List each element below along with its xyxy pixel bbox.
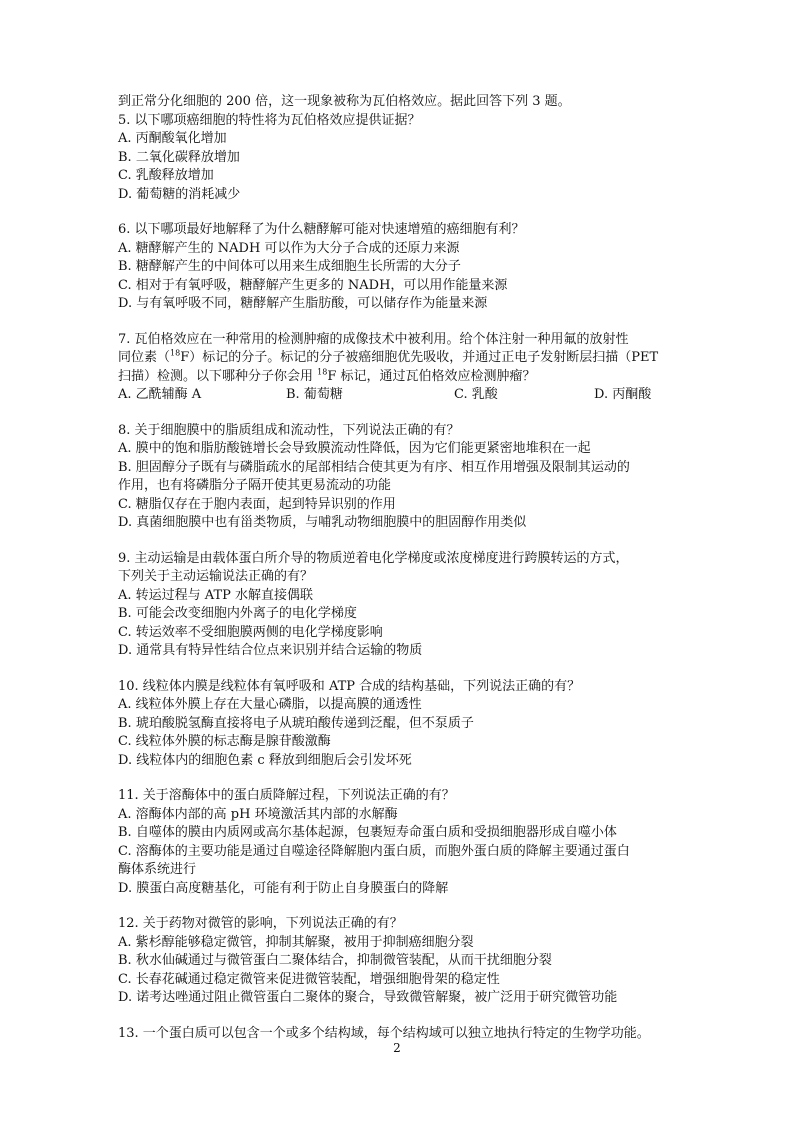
stem-text: F）标记的分子。标记的分子被癌细胞优先吸收，并通过正电子发射断层扫描（PET <box>180 350 659 365</box>
option-a: A. 乙酰辅酶 A <box>118 387 202 402</box>
question-stem-line-3: 扫描）检测。以下哪种分子你会用 $^{18}$F 标记，通过瓦伯格效应检测肿瘤？ <box>118 367 536 384</box>
question-stem: 6. 以下哪项最好地解释了为什么糖酵解可能对快速增殖的癌细胞有利？ <box>118 222 525 237</box>
question-12 <box>118 915 688 1008</box>
option-b: B. 葡萄糖 <box>286 387 343 402</box>
option-d: D. 丙酮酸 <box>594 387 652 402</box>
option-b: B. 秋水仙碱通过与微管蛋白二聚体结合，抑制微管装配，从而干扰细胞分裂 <box>118 953 552 968</box>
stem-text: 同位素（ <box>118 350 171 365</box>
question-stem: 10. 线粒体内膜是线粒体有氧呼吸和 ATP 合成的结构基础，下列说法正确的有？ <box>118 678 581 694</box>
question-6 <box>118 221 688 314</box>
option-c: C. 溶酶体的主要功能是通过自噬途径降解胞内蛋白质，而胞外蛋白质的降解主要通过蛋白 <box>118 843 630 859</box>
question-stem: 5. 以下哪项癌细胞的特性将为瓦伯格效应提供证据？ <box>118 112 421 128</box>
question-stem: 11. 关于溶酶体中的蛋白质降解过程，下列说法正确的有？ <box>118 788 455 803</box>
option-c: C. 乳酸 <box>454 387 498 402</box>
option-d: D. 线粒体内的细胞色素 c 释放到细胞后会引发坏死 <box>118 752 412 768</box>
question-5 <box>118 112 688 205</box>
option-d: D. 通常具有特异性结合位点来识别并结合运输的物质 <box>118 643 423 658</box>
option-d: D. 膜蛋白高度糖基化，可能有利于防止自身膜蛋白的降解 <box>118 880 449 896</box>
isotope-mass: 18 <box>170 348 181 358</box>
option-c-continued: 酶体系统进行 <box>118 862 197 877</box>
question-8 <box>118 422 688 533</box>
option-b-continued: 作用，也有将磷脂分子隔开使其更易流动的功能 <box>118 478 392 493</box>
question-11 <box>118 787 688 898</box>
option-b: B. 琥珀酸脱氢酶直接将电子从琥珀酸传递到泛醌，但不泵质子 <box>118 715 474 731</box>
option-a: A. 溶酶体内部的高 pH 环境激活其内部的水解酶 <box>118 806 398 822</box>
option-c: C. 转运效率不受细胞膜两侧的电化学梯度影响 <box>118 624 383 640</box>
intro-line: 到正常分化细胞的 200 倍，这一现象被称为瓦伯格效应。据此回答下列 3 题。 <box>118 94 571 109</box>
option-b: B. 可能会改变细胞内外离子的电化学梯度 <box>118 606 357 621</box>
option-b: B. 糖酵解产生的中间体可以用来生成细胞生长所需的大分子 <box>118 259 461 274</box>
question-stem: 8. 关于细胞膜中的脂质组成和流动性，下列说法正确的有？ <box>118 422 460 438</box>
option-b: B. 自噬体的膜由内质网或高尔基体起源，包裹短寿命蛋白质和受损细胞器形成自噬小体 <box>118 825 617 840</box>
option-c: C. 相对于有氧呼吸，糖酵解产生更多的 NADH，可以用作能量来源 <box>118 277 508 293</box>
question-9 <box>118 550 688 661</box>
option-d: D. 诺考达唑通过阻止微管蛋白二聚体的聚合，导致微管解聚，被广泛用于研究微管功能 <box>118 990 618 1005</box>
option-d: D. 葡萄糖的消耗减少 <box>118 186 241 202</box>
question-stem: 12. 关于药物对微管的影响，下列说法正确的有？ <box>118 916 403 931</box>
option-a: A. 膜中的饱和脂肪酸链增长会导致膜流动性降低，因为它们能更紧密地堆积在一起 <box>118 441 591 456</box>
option-b: B. 胆固醇分子既有与磷脂疏水的尾部相结合使其更为有序、相互作用增强及限制其运动的 <box>118 459 630 475</box>
page-number: 2 <box>393 1041 401 1055</box>
question-stem-line-2 <box>118 349 688 368</box>
question-stem-line-2: 下列关于主动运输说法正确的有？ <box>118 569 314 584</box>
options-row <box>118 386 688 405</box>
option-a: A. 转运过程与 ATP 水解直接偶联 <box>118 587 314 603</box>
option-c: C. 长春花碱通过稳定微管来促进微管装配，增强细胞骨架的稳定性 <box>118 971 500 987</box>
option-c: C. 线粒体外膜的标志酶是腺苷酸激酶 <box>118 734 331 749</box>
option-a: A. 紫杉醇能够稳定微管，抑制其解聚，被用于抑制癌细胞分裂 <box>118 934 474 950</box>
option-a: A. 丙酮酸氧化增加 <box>118 131 227 146</box>
stem-text: F 标记，通过瓦伯格效应检测肿瘤？ <box>327 368 536 384</box>
option-c: C. 糖脂仅存在于胞内表面，起到特异识别的作用 <box>118 496 396 512</box>
option-b: B. 二氧化碳释放增加 <box>118 149 240 165</box>
question-10 <box>118 678 688 771</box>
option-d: D. 真菌细胞膜中也有甾类物质，与哺乳动物细胞膜中的胆固醇作用类似 <box>118 515 527 530</box>
question-stem-line-1: 9. 主动运输是由载体蛋白所介导的物质逆着电化学梯度或浓度梯度进行跨膜转运的方式， <box>118 550 629 566</box>
option-a: A. 糖酵解产生的 NADH 可以作为大分子合成的还原力来源 <box>118 240 460 256</box>
option-a: A. 线粒体外膜上存在大量心磷脂，以提高膜的通透性 <box>118 697 422 712</box>
question-7 <box>118 331 688 405</box>
question-stem-line-1: 7. 瓦伯格效应在一种常用的检测肿瘤的成像技术中被利用。给个体注射一种用氟的放射性 <box>118 331 629 347</box>
isotope-mass: 18 <box>317 367 328 377</box>
page-body <box>118 93 688 1043</box>
option-d: D. 与有氧呼吸不同，糖酵解产生脂肪酸，可以储存作为能量来源 <box>118 296 488 311</box>
question-13-stem: 13. 一个蛋白质可以包含一个或多个结构域，每个结构域可以独立地执行特定的生物学功能。 <box>118 1025 650 1041</box>
option-c: C. 乳酸释放增加 <box>118 168 214 183</box>
